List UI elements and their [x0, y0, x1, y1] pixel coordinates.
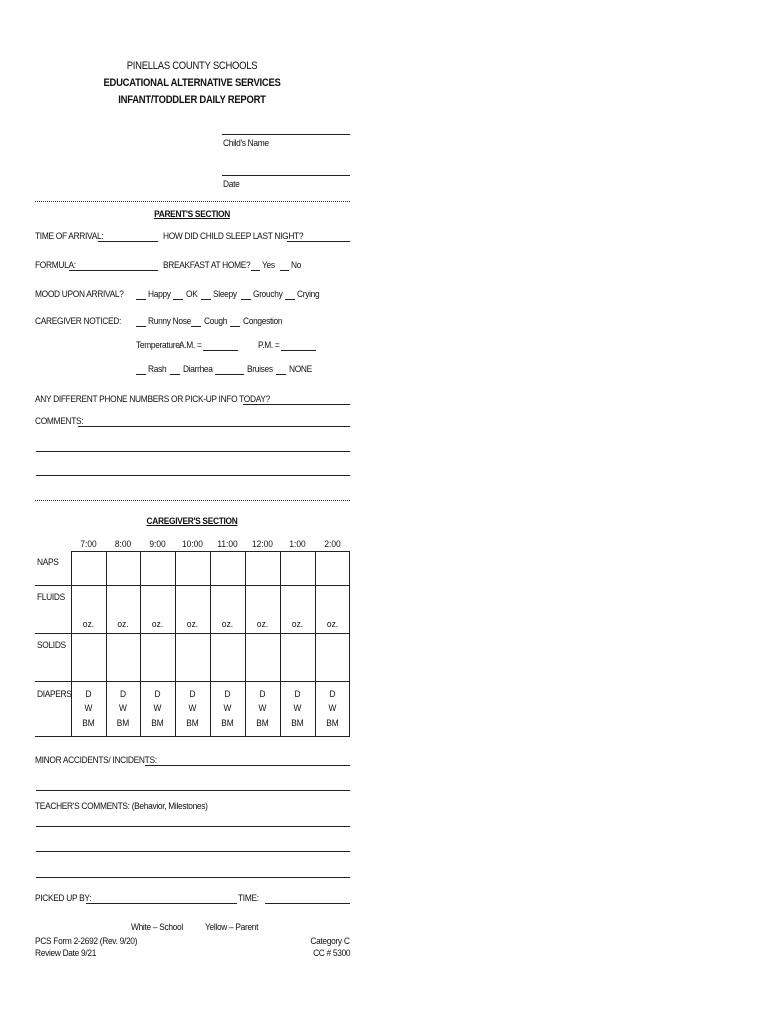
time-header: 7:00: [80, 539, 97, 550]
runny-nose-blank[interactable]: [136, 326, 146, 327]
diaper-d: D: [259, 689, 266, 700]
caregiver-noticed-label: CAREGIVER NOTICED:: [35, 316, 121, 327]
diaper-d: D: [224, 689, 231, 700]
comments-line-1[interactable]: [78, 426, 350, 427]
fluids-oz: oz.: [186, 619, 199, 630]
time-header: 12:00: [252, 539, 273, 550]
date-line[interactable]: [222, 175, 350, 176]
diarrhea: Diarrhea: [183, 364, 213, 375]
rash: Rash: [148, 364, 167, 375]
congestion: Congestion: [243, 316, 283, 327]
diaper-d: D: [119, 689, 127, 700]
mood-happy-blank[interactable]: [136, 299, 146, 300]
diaper-w: W: [84, 703, 93, 714]
time-of-arrival-label: TIME OF ARRIVAL:: [35, 231, 104, 242]
formula-field[interactable]: [69, 270, 158, 271]
time-header: 1:00: [289, 539, 306, 550]
teacher-comments-label: TEACHER'S COMMENTS: (Behavior, Milestones): [35, 801, 208, 812]
time-label: TIME:: [238, 893, 259, 904]
child-name-line[interactable]: [222, 134, 350, 135]
diaper-bm: BM: [256, 718, 269, 729]
mood-ok-blank[interactable]: [173, 299, 183, 300]
diaper-w: W: [293, 703, 302, 714]
mood-ok: OK: [186, 289, 198, 300]
formula-label: FORMULA:: [35, 260, 76, 271]
white-copy-note: White – School: [131, 922, 183, 933]
time-header: 8:00: [114, 539, 132, 550]
rash-blank[interactable]: [136, 374, 146, 375]
fluids-oz: oz.: [326, 619, 339, 630]
diaper-d: D: [294, 689, 301, 700]
row-label-naps: NAPS: [37, 557, 59, 568]
teacher-comments-line-1[interactable]: [36, 826, 350, 827]
picked-up-by-field[interactable]: [86, 903, 237, 904]
diaper-w: W: [223, 703, 232, 714]
cough-blank[interactable]: [191, 326, 201, 327]
mood-sleepy: Sleepy: [213, 289, 237, 300]
congestion-blank[interactable]: [230, 326, 240, 327]
fluids-oz: oz.: [82, 619, 95, 630]
mood-label: MOOD UPON ARRIVAL?: [35, 289, 124, 300]
row-label-solids: SOLIDS: [37, 640, 66, 651]
mood-crying: Crying: [297, 289, 320, 300]
none: NONE: [289, 364, 312, 375]
row-label-diapers: DIAPERS: [37, 689, 72, 700]
school-name: PINELLAS COUNTY SCHOOLS: [126, 60, 258, 72]
mood-grouchy: Grouchy: [253, 289, 283, 300]
sleep-question: HOW DID CHILD SLEEP LAST NIGHT?: [163, 231, 304, 242]
breakfast-yes: Yes: [262, 260, 275, 271]
time-of-arrival-field[interactable]: [98, 241, 158, 242]
phone-question: ANY DIFFERENT PHONE NUMBERS OR PICK-UP INFO TODAY?: [35, 394, 270, 405]
runny-nose: Runny Nose: [148, 316, 191, 327]
diaper-d: D: [85, 689, 92, 700]
section-divider: [35, 201, 350, 202]
fluids-oz: oz.: [221, 619, 234, 630]
date-label: Date: [223, 179, 240, 190]
row-label-fluids: FLUIDS: [37, 592, 65, 603]
time-field[interactable]: [265, 903, 350, 904]
breakfast-no: No: [291, 260, 302, 271]
minor-accidents-line-2[interactable]: [36, 790, 350, 791]
breakfast-yes-blank[interactable]: [251, 270, 260, 271]
time-header: 9:00: [149, 539, 166, 550]
comments-line-2[interactable]: [36, 451, 350, 452]
diaper-d: D: [329, 689, 336, 700]
form-title: INFANT/TODDLER DAILY REPORT: [118, 94, 266, 106]
mood-grouchy-blank[interactable]: [241, 299, 251, 300]
mood-crying-blank[interactable]: [285, 299, 295, 300]
diaper-bm: BM: [291, 718, 304, 729]
phone-field[interactable]: [243, 404, 350, 405]
diaper-bm: BM: [151, 718, 164, 729]
caregivers-section-title: CAREGIVER'S SECTION: [146, 516, 238, 527]
teacher-comments-line-2[interactable]: [36, 851, 350, 852]
breakfast-label: BREAKFAST AT HOME?: [163, 260, 251, 271]
fluids-oz: oz.: [117, 619, 129, 630]
section-divider: [35, 500, 350, 501]
comments-label: COMMENTS:: [35, 416, 84, 427]
comments-line-3[interactable]: [36, 475, 350, 476]
time-header: 10:00: [182, 539, 203, 550]
parents-section-title: PARENT'S SECTION: [154, 209, 230, 220]
temp-am-label: A.M. =: [179, 340, 202, 351]
time-header: 2:00: [324, 539, 341, 550]
review-date: Review Date 9/21: [35, 948, 97, 959]
sleep-field[interactable]: [287, 241, 350, 242]
diaper-d: D: [154, 689, 161, 700]
minor-accidents-line-1[interactable]: [145, 765, 350, 766]
diaper-d: D: [189, 689, 196, 700]
diaper-bm: BM: [326, 718, 339, 729]
yellow-copy-note: Yellow – Parent: [205, 922, 259, 933]
mood-sleepy-blank[interactable]: [201, 299, 211, 300]
diaper-bm: BM: [116, 718, 130, 729]
diaper-w: W: [119, 703, 127, 714]
fluids-oz: oz.: [291, 619, 304, 630]
temp-pm-label: P.M. =: [258, 340, 280, 351]
diaper-w: W: [328, 703, 337, 714]
cough: Cough: [204, 316, 228, 327]
diaper-w: W: [188, 703, 197, 714]
bruises-blank[interactable]: [215, 374, 244, 375]
mood-happy: Happy: [148, 289, 171, 300]
diaper-w: W: [153, 703, 162, 714]
diaper-bm: BM: [186, 718, 199, 729]
cc-number: CC # 5300: [312, 948, 350, 959]
none-blank[interactable]: [276, 374, 286, 375]
temp-pm-field[interactable]: [281, 350, 316, 351]
fluids-oz: oz.: [151, 619, 164, 630]
diaper-bm: BM: [221, 718, 234, 729]
category: Category C: [310, 936, 350, 947]
breakfast-no-blank[interactable]: [280, 270, 289, 271]
temperature-label: Temperature:: [136, 340, 182, 351]
diarrhea-blank[interactable]: [170, 374, 180, 375]
picked-up-by-label: PICKED UP BY:: [35, 893, 92, 904]
fluids-oz: oz.: [256, 619, 269, 630]
minor-accidents-label: MINOR ACCIDENTS/ INCIDENTS:: [35, 755, 157, 766]
temp-am-field[interactable]: [203, 350, 238, 351]
form-number: PCS Form 2-2692 (Rev. 9/20): [35, 936, 138, 947]
department-name: EDUCATIONAL ALTERNATIVE SERVICES: [103, 77, 281, 89]
diaper-bm: BM: [82, 718, 95, 729]
teacher-comments-line-3[interactable]: [36, 877, 350, 878]
time-header: 11:00: [217, 539, 238, 550]
bruises: Bruises: [247, 364, 273, 375]
diaper-w: W: [258, 703, 267, 714]
child-name-label: Child's Name: [223, 138, 269, 149]
